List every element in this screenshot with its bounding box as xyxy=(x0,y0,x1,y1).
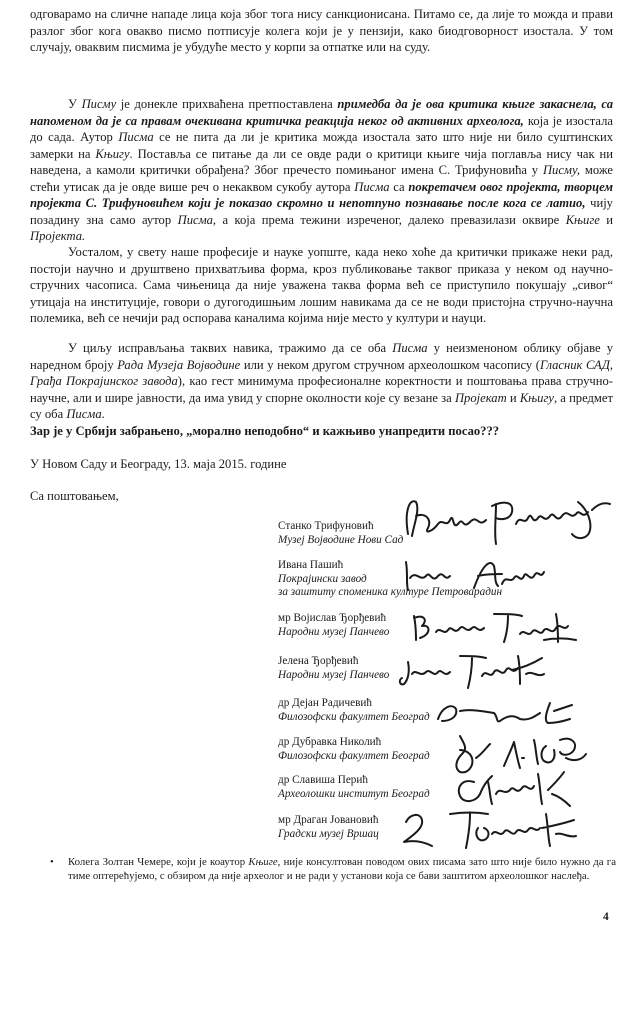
paragraph-request xyxy=(30,340,613,439)
handwritten-signature-7 xyxy=(452,766,578,810)
text-run: . Поставља се питање да ли се овде ради о критици књиге чија поглавља нису чак ни наведена, а камоли критички обрађена? Због пречесто помињаног имена С. Трифуновића у xyxy=(30,146,614,177)
text-run: примедба да је ова критика књиге закаснела, са напоменом да је са правам очекивана критичка реакција неког од активних археолога, xyxy=(30,97,613,128)
text-run: Писма xyxy=(354,179,390,194)
signatory-name: Ивана Пашић xyxy=(278,559,344,571)
closing-question: Зар је у Србији забрањено, „морално неподобно“ и кажњиво унапредити посао??? xyxy=(30,423,500,438)
handwritten-signature-4 xyxy=(398,650,548,690)
text-run: Пројекта. xyxy=(30,229,86,243)
text-run: Књигу xyxy=(95,146,130,161)
signatory-name: мр Драган Јовановић xyxy=(278,814,379,826)
text-run: Писма xyxy=(392,341,428,355)
text-run: а која према тежини изреченог, далеко превазилази оквире xyxy=(216,212,566,227)
text-run: У xyxy=(68,97,82,111)
page-number: 4 xyxy=(603,911,609,923)
text-run: у неизменоном облику објаве у наредном броју xyxy=(30,341,613,372)
signatory-org: Народни музеј Панчево xyxy=(278,625,390,638)
text-run: Књигу xyxy=(519,390,554,405)
paragraph-intro xyxy=(30,6,613,56)
text-run: Књиге xyxy=(248,856,278,868)
signatory-org: Градски музеј Вршац xyxy=(278,827,379,840)
text-run: Рада Музеја Војводине xyxy=(117,357,241,372)
handwritten-signature-1 xyxy=(392,490,614,548)
signatory-name: др Славиша Перић xyxy=(278,774,368,786)
date-line: У Новом Саду и Београду, 13. маја 2015. године xyxy=(30,457,287,471)
footnote xyxy=(50,856,616,883)
text-run: Књиге xyxy=(565,212,600,227)
text-run: Писма, xyxy=(177,212,217,227)
text-run: чију позадину зна само аутор xyxy=(30,196,613,227)
paragraph-letter-critique xyxy=(30,96,613,245)
text-run: , није консултован поводом ових писама зато што није било нужно да га тиме оптерећујемо, с обзиром да није археолог и не ради у установи која се бави заштитом археолошког наслеђа. xyxy=(68,856,616,882)
greeting: Са поштовањем, xyxy=(30,489,119,503)
signatory-7 xyxy=(278,774,478,801)
paragraph-profession-text: Уосталом, у свету наше професије и науке уопште, када неко хоће да критички прикаже неки рад, постоји научно и друштвено прихватљива форма, кроз публиковање таквог приказа у неком од научно-стручних часописа. Сама чињеница да није уважена таква форма већ се приступило покушају „сивог“ утицаја на институције, говори о дугогодишњим лошим навикама да се не води пристојна стручно-научна полемика, већ се нечији рад оспорава каналима којима није место у култури и науци. xyxy=(30,245,613,325)
text-run: Гласник САД, Грађа Покрајинског завода xyxy=(30,357,613,388)
signatory-name: Станко Трифуновић xyxy=(278,520,374,532)
text-run: Колега Золтан Чемере, који је коаутор xyxy=(68,856,249,868)
handwritten-signature-5 xyxy=(428,697,578,727)
text-run: или у неком другом стручном археолошком часопису ( xyxy=(240,357,540,372)
text-run: Писма xyxy=(66,407,102,421)
text-run: . xyxy=(101,407,105,421)
handwritten-signature-2 xyxy=(398,552,548,594)
signatory-name: др Дејан Радичевић xyxy=(278,697,372,709)
text-run: Писму xyxy=(81,97,117,111)
text-run: Писму, xyxy=(542,163,581,177)
handwritten-signature-8 xyxy=(392,806,582,852)
text-run: ), као гест минимума професионалне коректности и поштовања права стручно-научне, али и шире јавности, да има увид у спорне околности које су везане за xyxy=(30,374,613,405)
signatory-name: др Дубравка Николић xyxy=(278,736,382,748)
signatory-org: Филозофски факултет Београд xyxy=(278,710,430,723)
footnote-bullet: • xyxy=(50,856,54,868)
text-run: У циљу исправљања таквих навика, тражимо да се оба xyxy=(68,341,393,355)
signatory-org: Филозофски факултет Београд xyxy=(278,749,430,762)
signatory-name: Јелена Ђорђевић xyxy=(278,655,359,667)
text-run: која је изостала до сада. Аутор xyxy=(30,113,613,144)
signatory-name: мр Војислав Ђорђевић xyxy=(278,612,387,624)
text-run: са xyxy=(389,179,409,194)
text-run: се не пита да ли је критика можда изостала зато што није ни било суштинских замерки на xyxy=(30,130,614,161)
paragraph-intro-text: одговарамо на сличне нападе лица која због тога нису санкционисана. Питамо се, да лије то можда и прави разлог због кога овакво писмо потписује колега који је у пензији, како биодговорност изостала. У том случају, оваквим писмима је убудуће место у корпи за отпатке или на суду. xyxy=(30,7,613,54)
text-run: је донекле прихваћена претпоставлена xyxy=(116,97,338,111)
text-run: покретачем овог пројекта, творцем пројекта С. Трифуновићем који је показао скромно и непотпуно познавање после кога се латио, xyxy=(30,179,613,210)
paragraph-profession xyxy=(30,244,613,327)
handwritten-signature-3 xyxy=(408,610,578,646)
signatory-org: Археолошки институт Београд xyxy=(278,787,430,800)
text-run: може стећи утисак да је овде више реч о некаквом сукобу аутора xyxy=(30,163,614,194)
signatory-org-line2: за заштиту споменика културе Петроварадин xyxy=(278,586,502,598)
text-run: и xyxy=(506,390,520,405)
text-run: и xyxy=(599,212,613,227)
signatory-org: Музеј Војводине Нови Сад xyxy=(278,533,404,546)
text-run: Писма xyxy=(118,130,154,144)
text-run: , а предмет су оба xyxy=(30,390,613,421)
text-run: Пројекат xyxy=(454,390,507,405)
signatory-org: Народни музеј Панчево xyxy=(278,668,390,681)
signatory-org: Покрајински завод xyxy=(278,572,367,585)
